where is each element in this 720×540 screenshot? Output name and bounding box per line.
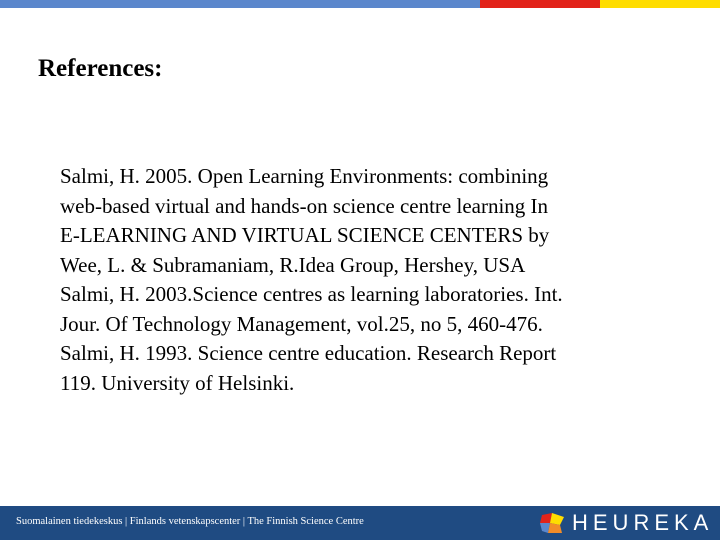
top-color-bar xyxy=(0,0,720,8)
reference-line: Salmi, H. 1993. Science centre education. Research Report xyxy=(60,341,557,365)
reference-line: E-LEARNING AND VIRTUAL SCIENCE CENTERS by xyxy=(60,223,550,247)
reference-line: 119. University of Helsinki. xyxy=(60,370,295,395)
top-bar-red-segment xyxy=(480,0,600,8)
reference-line: Salmi, H. 2003.Science centres as learning laboratories. Int. xyxy=(60,282,563,306)
reference-line: Jour. Of Technology Management, vol.25, no 5, 460-476. xyxy=(60,311,543,336)
reference-entry-1 xyxy=(60,162,660,280)
reference-entry-3 xyxy=(60,339,660,398)
reference-line: web-based virtual and hands-on science centre learning In xyxy=(60,193,549,218)
footer-organization-text: Suomalainen tiedekeskus | Finlands vetenskapscenter | The Finnish Science Centre xyxy=(16,516,364,527)
reference-line: Wee, L. & Subramaniam, R.Idea Group, Hershey, USA xyxy=(60,252,526,277)
heureka-logo-wordmark: HEUREKA xyxy=(572,510,714,535)
slide-title: References: xyxy=(38,55,163,82)
reference-line: Salmi, H. 2005. Open Learning Environments: combining xyxy=(60,164,549,188)
top-bar-blue-segment xyxy=(0,0,480,8)
reference-list xyxy=(60,162,660,398)
heureka-logo-icon xyxy=(540,511,566,535)
top-bar-yellow-segment xyxy=(600,0,720,8)
footer-bar xyxy=(0,506,720,540)
reference-entry-2 xyxy=(60,280,660,339)
